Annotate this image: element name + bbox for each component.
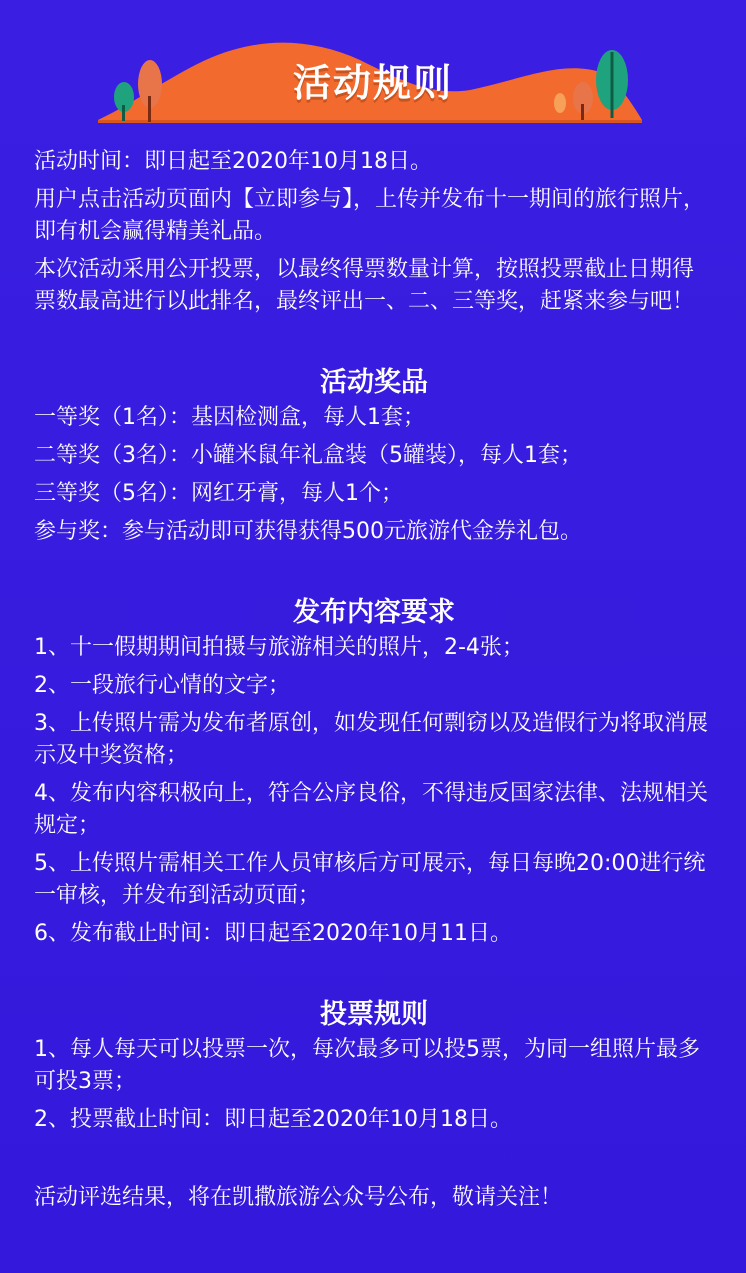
requirement-item: 3、上传照片需为发布者原创，如发现任何剽窃以及造假行为将取消展示及中奖资格； [34, 711, 708, 768]
prize-item: 二等奖（3名）：小罐米鼠年礼盒装（5罐装），每人1套； [34, 443, 582, 468]
prize-item: 参与奖：参与活动即可获得获得500元旅游代金券礼包。 [34, 519, 582, 544]
activity-time: 活动时间：即日起至2020年10月18日。 [34, 149, 432, 174]
prize-item: 三等奖（5名）：网红牙膏，每人1个； [34, 481, 403, 506]
requirement-item: 1、十一假期期间拍摄与旅游相关的照片，2-4张； [34, 635, 524, 660]
how-to-participate: 用户点击活动页面内【立即参与】，上传并发布十一期间的旅行照片，即有机会赢得精美礼品。 [34, 187, 706, 244]
footer-note: 活动评选结果，将在凯撒旅游公众号公布，敬请关注！ [34, 1185, 563, 1210]
prize-item: 一等奖（1名）：基因检测盒，每人1套； [34, 405, 425, 430]
requirement-item: 2、一段旅行心情的文字； [34, 673, 290, 698]
voting-description: 本次活动采用公开投票，以最终得票数量计算，按照投票截止日期得票数最高进行以此排名，最终评出一、二、三等奖，赶紧来参与吧！ [34, 257, 695, 314]
requirement-item: 5、上传照片需相关工作人员审核后方可展示，每日每晚20:00进行统一审核，并发布到活动页面； [34, 851, 706, 908]
requirements-heading: 发布内容要求 [293, 597, 455, 628]
prizes-heading: 活动奖品 [320, 367, 428, 398]
voting-rules-heading: 投票规则 [320, 999, 428, 1030]
voting-rule-item: 1、每人每天可以投票一次，每次最多可以投5票，为同一组照片最多可投3票； [34, 1037, 700, 1094]
voting-rule-item: 2、投票截止时间：即日起至2020年10月18日。 [34, 1107, 512, 1132]
rules-content [34, 146, 714, 1220]
page-title: 活动规则 [292, 61, 453, 105]
header-banner [0, 0, 746, 140]
requirement-item: 4、发布内容积极向上，符合公序良俗，不得违反国家法律、法规相关规定； [34, 781, 708, 838]
requirement-item: 6、发布截止时间：即日起至2020年10月11日。 [34, 921, 512, 946]
